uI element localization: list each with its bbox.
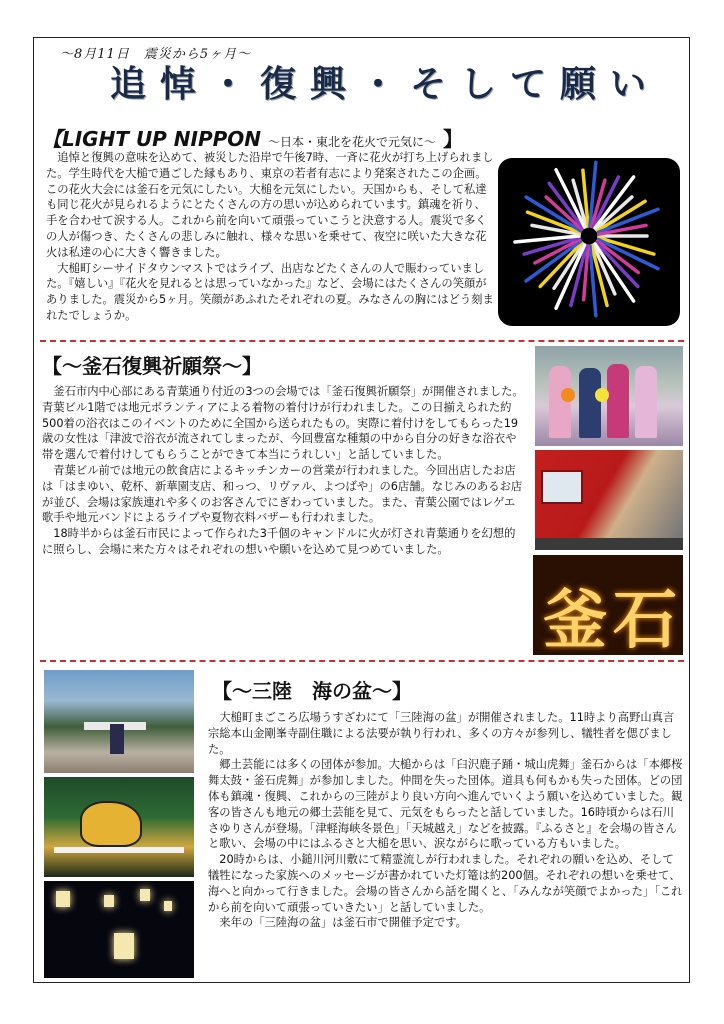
section1-paragraph: 大槌町シーサイドタウンマストではライブ、出店などたくさんの人で賑わっていました。『嬉しい』『花火を見れるとは思っていなかった』など、会場にはたくさんの笑顔がありました。震災から5ヶ月。笑顔があふれたそれぞれの夏。みなさんの胸にはどう刻まれたでしょうか。 bbox=[46, 261, 494, 322]
section3-paragraph: 大槌町まごころ広場うすざわにて「三陸海の盆」が開催されました。11時より高野山真言宗総本山金剛峯寺副住職による法要が執り行われ、多くの方々が参列し、犠牲者を偲びました。 bbox=[208, 711, 675, 756]
memorial-ceremony-photo bbox=[44, 670, 194, 773]
kimono-figure bbox=[549, 366, 571, 438]
page-headline: 追悼・復興・そして願い bbox=[110, 63, 661, 105]
kimono-figure bbox=[607, 364, 629, 438]
kitchen-car-photo bbox=[535, 450, 683, 550]
monk-figure bbox=[110, 724, 124, 754]
section2-paragraph: 青葉ビル前では地元の飲食店によるキッチンカーの営業が行われました。今回出店したお店は「はまゆい、乾杯、新華園支店、和っつ、リヴァル、よつばや」の6店舗。なじみのあるお店が並び、会場は家族連れや多くのお客さんでにぎわっていました。また、青葉公園ではレゲエ歌手や地元バンドによるライブや夏物衣料バザーも行われました。 bbox=[42, 463, 523, 525]
section1-paragraph: 追悼と復興の意味を込めて、被災した沿岸で午後7時、一斉に花火が打ち上げられました。学生時代を大槌で過ごした縁もあり、東京の若者有志により発案されたこの企画。この花火大会には釜石を元気にしたい。大槌を元気にしたい。天国からも、そして私達も同じ花火が見られるようにとたくさんの方の思いが込められています。鎮魂を祈り、手を合わせて涙する人。これから前を向いて頑張っていこうと決意する人。震災で多くの人が傷つき、たくさんの悲しみに触れ、様々な思いを乗せて、夜空に咲いた大きな花火は私達の心に大きく響きました。 bbox=[46, 151, 494, 259]
section3-body bbox=[208, 710, 684, 931]
section1-title-close: 】 bbox=[443, 127, 463, 151]
section3-paragraph: 郷土芸能には多くの団体が参加。大槌からは「臼沢鹿子踊・城山虎舞」釜石からは「本郷桜舞太鼓・釜石虎舞」が参加しました。仲間を失った団体。道具も何もかも失った団体。どの団体も鎮魂・復興、これからの三陸がより良い方向へ進んでいくよう願いを込めていました。観客の皆さんも地元の郷土芸能を見て、元気をもらったと話していました。16時頃からは石川さゆりさんが登場。「津軽海峡冬景色」「天城越え」などを披露。『ふるさと』を会場の皆さんと歌い、会場の中にはふるさと大槌を思い、涙ながらに歌っている方もいました。 bbox=[208, 758, 683, 851]
road bbox=[535, 538, 683, 550]
candle-display-photo bbox=[533, 555, 683, 655]
section-divider bbox=[40, 660, 684, 662]
date-line: ～8月11日 震災から5ヶ月～ bbox=[60, 47, 252, 62]
section2-paragraph: 18時半からは釜石市民によって作られた3千個のキャンドルに火が灯され青葉通りを幻想的に照らし、会場に来た方々はそれぞれの想いや願いを込めて見つめていました。 bbox=[42, 527, 516, 556]
section2-paragraph: 釜石市内中心部にある青葉通り付近の3つの会場では「釜石復興祈願祭」が開催されました。青葉ビル1階では地元ボランティアによる着物の着付けが行われました。この日揃えられた約500着の浴衣はこのイベントのために全国から送られたもの。実際に着付けをしてもらった19歳の女性は「津波で浴衣が流されてしまったが、今回豊富な種類の中から自分の好きな浴衣や帯を選んで着付けしてもらうことができて本当にうれしい」と話していました。 bbox=[42, 385, 524, 462]
floating-lanterns-photo bbox=[44, 881, 194, 978]
tiger-costume bbox=[80, 801, 142, 847]
performer-row bbox=[54, 847, 184, 853]
kimono-women-photo bbox=[535, 346, 683, 446]
section1-body bbox=[46, 150, 494, 324]
kimono-figure bbox=[579, 368, 601, 438]
lantern-light bbox=[56, 891, 70, 907]
kimono-figure bbox=[635, 366, 657, 438]
section1-title bbox=[42, 123, 463, 152]
fireworks-photo bbox=[498, 158, 680, 326]
section1-subtitle: ～日本・東北を花火で元気に～ bbox=[268, 135, 437, 149]
lantern-light bbox=[140, 889, 150, 901]
section3-paragraph: 20時からは、小鎚川河川敷にて精霊流しが行われました。それぞれの願いを込め、そして犠牲になった家族へのメッセージが書かれていた灯篭は約200個。それぞれの想いを乗せて、海へと向かって行きました。会場の皆さんから話を聞くと、「みんなが笑顔でよかった」「これから前を向いて頑張っていきたい」と話していました。 bbox=[208, 853, 683, 914]
section2-title: 【～釜石復興祈願祭～】 bbox=[42, 354, 262, 378]
section2-body bbox=[42, 384, 526, 558]
section3-paragraph: 来年の「三陸海の盆」は釜石市で開催予定です。 bbox=[219, 916, 467, 930]
section1-title-main: 【LIGHT UP NIPPON bbox=[42, 127, 262, 151]
section3-title: 【～三陸 海の盆～】 bbox=[212, 679, 412, 703]
candle-kanji-text: 釜石 bbox=[543, 583, 683, 655]
fireworks-burst bbox=[498, 158, 680, 326]
balloon bbox=[561, 388, 575, 402]
lantern-light bbox=[114, 933, 134, 959]
truck-window bbox=[541, 470, 583, 504]
tiger-dance-photo bbox=[44, 777, 194, 877]
lantern-light bbox=[164, 901, 172, 911]
balloon bbox=[595, 388, 609, 402]
lantern-light bbox=[104, 895, 114, 907]
section-divider bbox=[40, 340, 684, 342]
